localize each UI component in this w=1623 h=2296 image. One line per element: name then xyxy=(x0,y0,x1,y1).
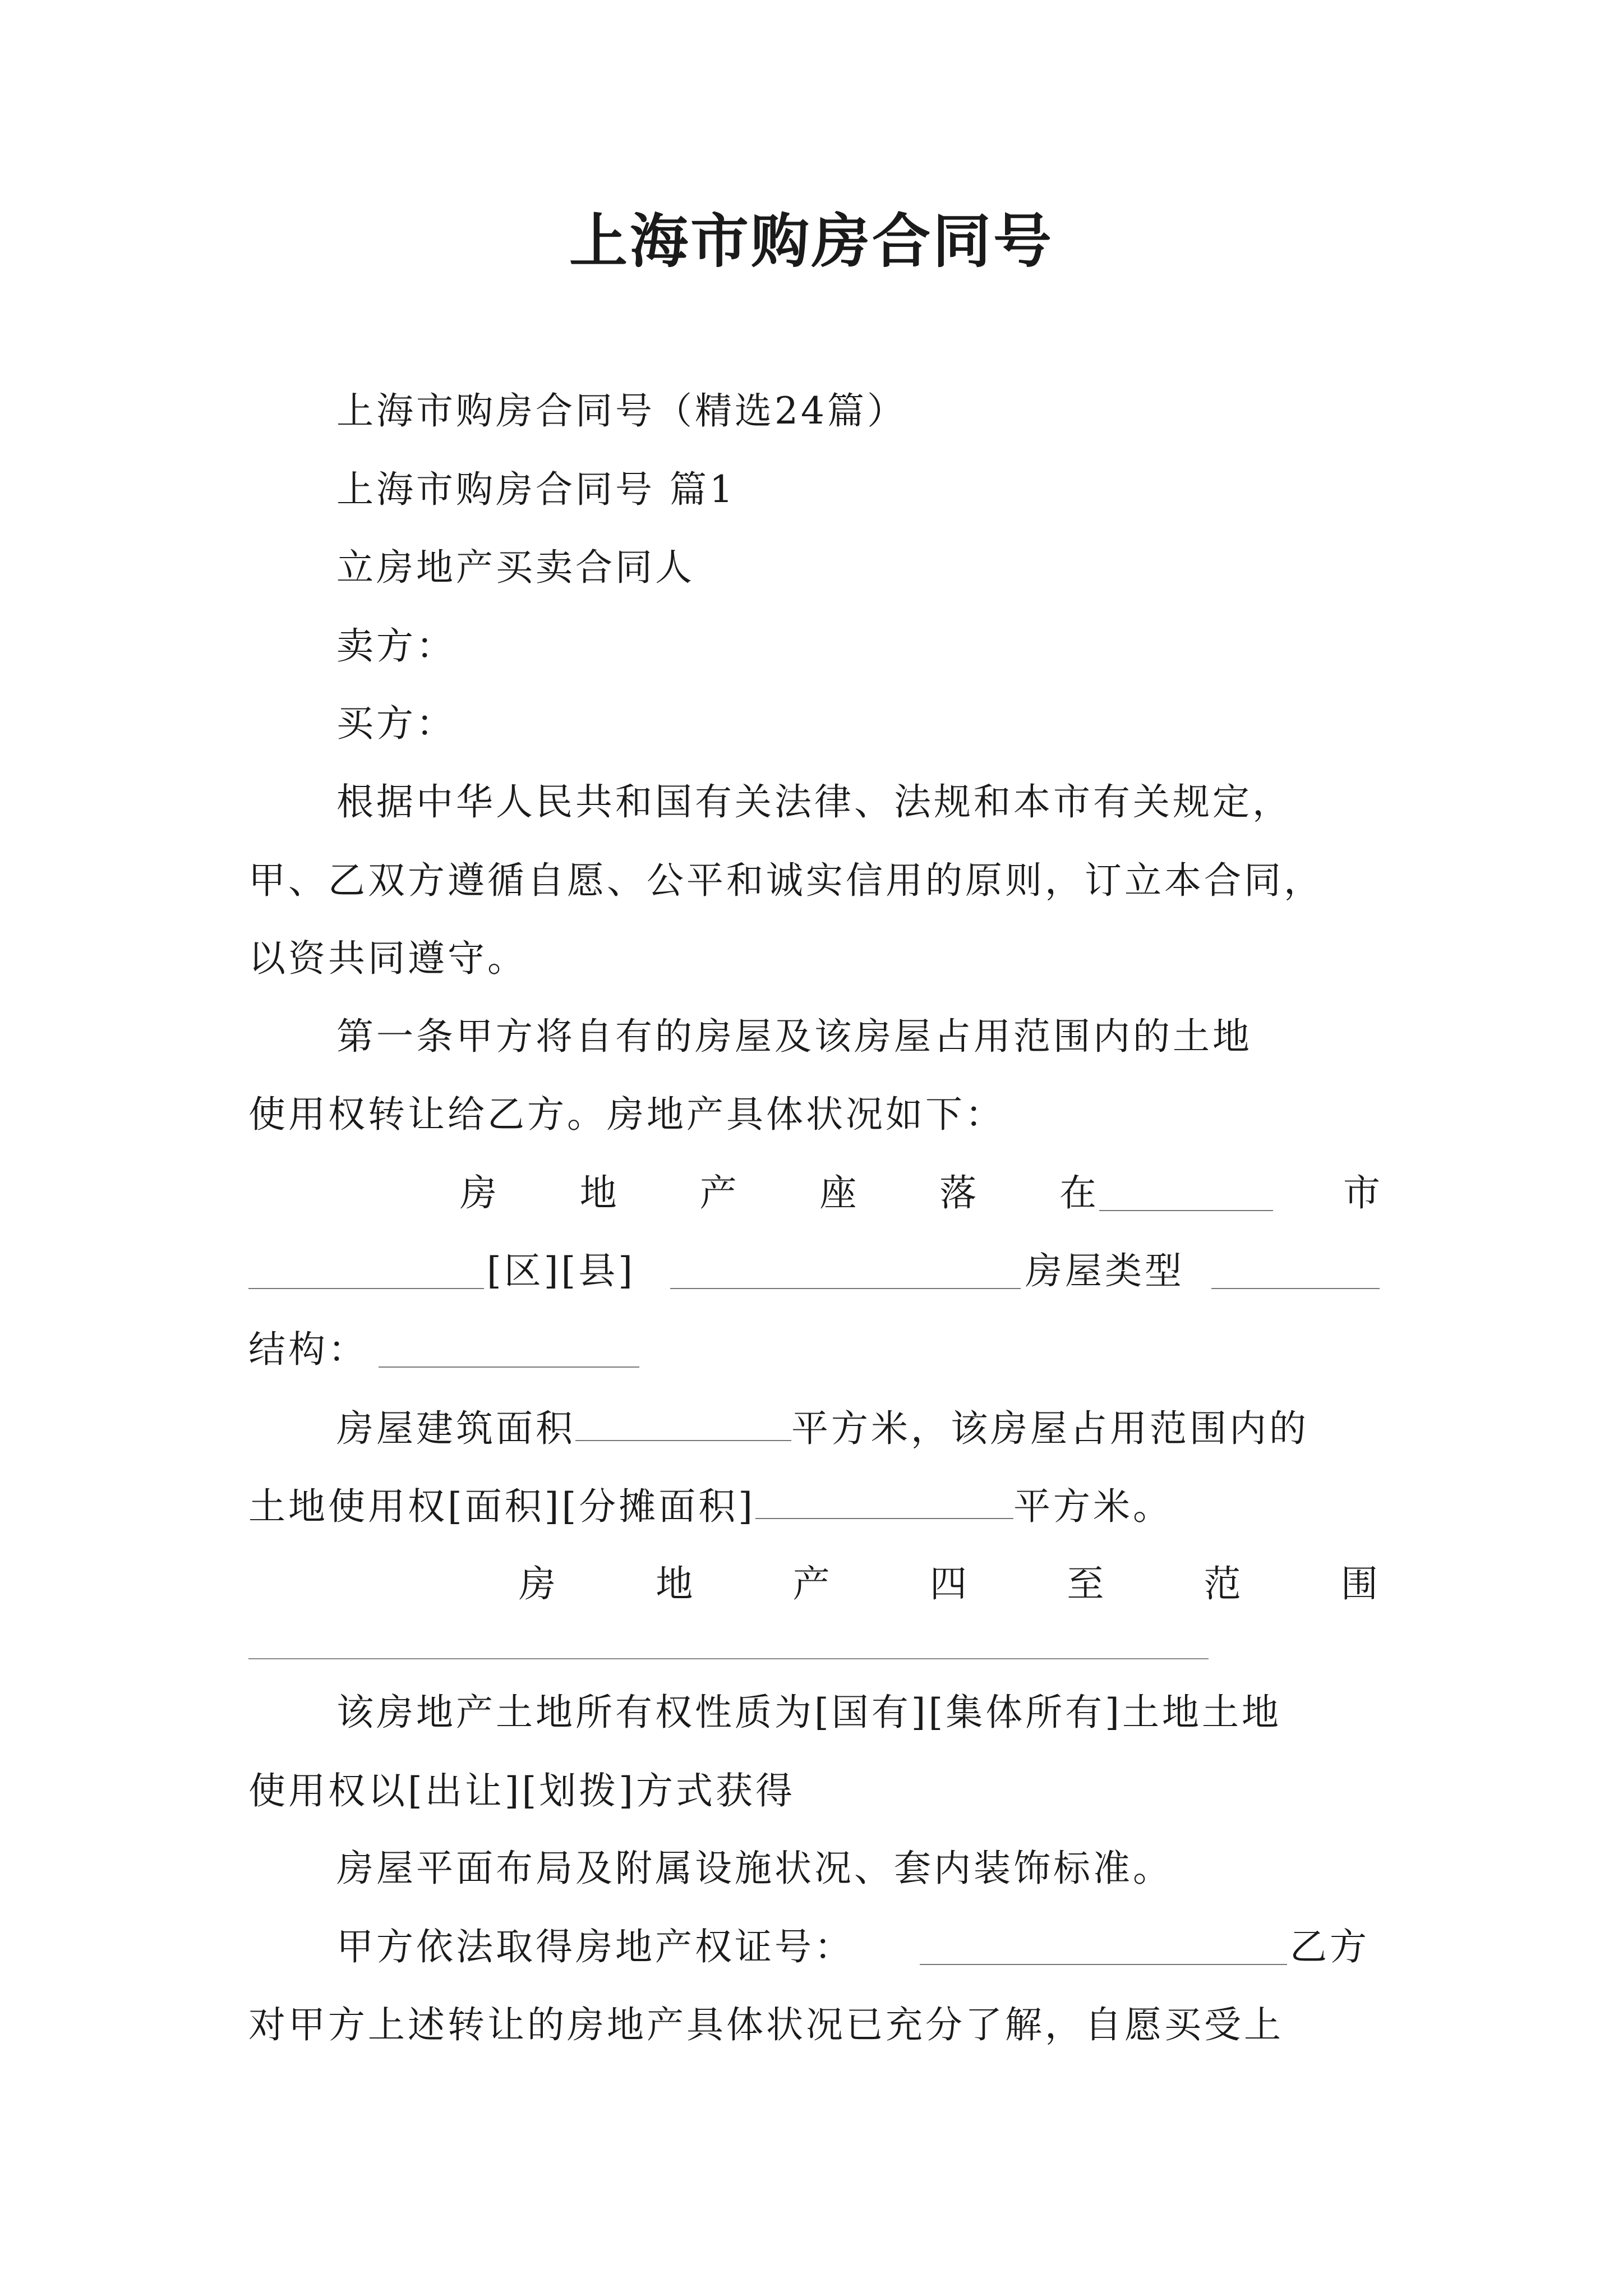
boundary-char: 产 xyxy=(792,1562,830,1605)
location-char: 在 xyxy=(1059,1171,1096,1214)
location-char: 地 xyxy=(579,1171,617,1214)
preamble-line-2: 甲、乙双方遵循自愿、公平和诚实信用的原则，订立本合同， xyxy=(248,859,1324,902)
location-spread-text xyxy=(460,1171,1096,1216)
document-subtitle: 上海市购房合同号（精选24篇） xyxy=(336,389,907,432)
sqm-end: 平方米。 xyxy=(1013,1485,1173,1528)
part-heading: 上海市购房合同号 篇1 xyxy=(336,468,736,511)
location-char: 座 xyxy=(819,1171,857,1214)
boundary-char: 围 xyxy=(1340,1562,1378,1605)
buyer-label: 买方： xyxy=(336,702,456,745)
cert-tail: 乙方 xyxy=(1290,1925,1370,1968)
seller-label: 卖方： xyxy=(336,624,456,668)
boundary-char: 范 xyxy=(1204,1562,1241,1605)
boundary-char: 四 xyxy=(929,1562,967,1605)
ownership-line-2: 使用权以[出让][划拨]方式获得 xyxy=(248,1769,795,1812)
land-area-blank xyxy=(755,1483,1013,1519)
article1-line-1: 第一条甲方将自有的房屋及该房屋占用范围内的土地 xyxy=(336,1015,1252,1058)
cert-blank xyxy=(920,1929,1287,1965)
boundary-spread-text xyxy=(519,1562,1378,1607)
city-label: 市 xyxy=(1343,1171,1383,1214)
article1-line-2: 使用权转让给乙方。房地产具体状况如下： xyxy=(248,1093,1005,1136)
cert-label: 甲方依法取得房地产权证号： xyxy=(336,1925,854,1968)
boundary-blank-rule xyxy=(248,1658,1209,1659)
land-use-label: 土地使用权[面积][分摊面积] xyxy=(248,1485,755,1528)
structure-blank xyxy=(379,1332,639,1368)
document-title: 上海市购房合同号 xyxy=(569,207,1054,275)
house-type-label: 房屋类型 xyxy=(1025,1249,1184,1292)
preamble-line-1: 根据中华人民共和国有关法律、法规和本市有关规定， xyxy=(336,780,1292,823)
location-char: 产 xyxy=(699,1171,737,1214)
layout-standard-line: 房屋平面布局及附属设施状况、套内装饰标准。 xyxy=(336,1847,1173,1890)
district-label: [区][县] xyxy=(487,1249,635,1292)
cert-line-2: 对甲方上述转让的房地产具体状况已充分了解，自愿买受上 xyxy=(248,2003,1284,2046)
ownership-line-1: 该房地产土地所有权性质为[国有][集体所有]土地土地 xyxy=(336,1691,1281,1734)
build-area-label: 房屋建筑面积 xyxy=(336,1407,575,1450)
location-char: 房 xyxy=(460,1171,497,1214)
preamble-line-3: 以资共同遵守。 xyxy=(248,937,527,980)
build-area-blank xyxy=(575,1405,791,1441)
boundary-char: 地 xyxy=(656,1562,693,1605)
area-line-1 xyxy=(336,1405,1309,1451)
boundary-char: 至 xyxy=(1067,1562,1104,1605)
boundary-char: 房 xyxy=(519,1562,556,1605)
house-type-blank xyxy=(1211,1253,1380,1289)
city-name-blank xyxy=(248,1253,484,1289)
sqm-suffix: 平方米，该房屋占用范围内的 xyxy=(791,1407,1309,1450)
parties-heading: 立房地产买卖合同人 xyxy=(336,546,695,589)
area-line-2 xyxy=(248,1483,1173,1529)
district-blank xyxy=(670,1253,1021,1289)
city-blank xyxy=(1099,1175,1273,1211)
structure-label: 结构： xyxy=(248,1328,368,1371)
location-char: 落 xyxy=(939,1171,977,1214)
